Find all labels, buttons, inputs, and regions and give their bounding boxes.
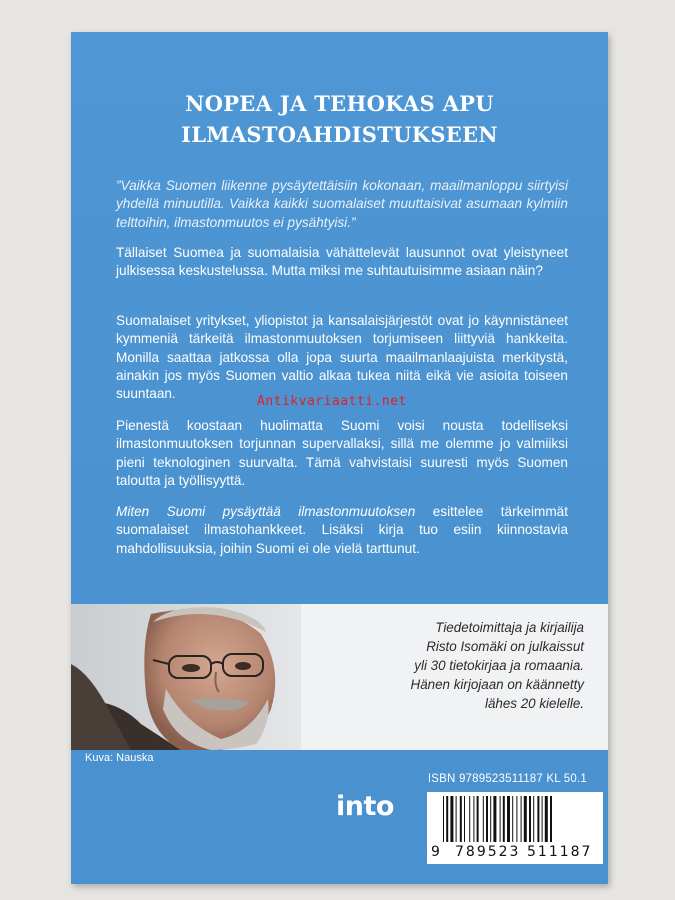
book-back-cover [71,32,608,884]
paragraph-3: Pienestä koostaan huolimatta Suomi voisi nousta todelliseksi ilmastonmuutoksen torjunnan supervallaksi, sillä me olemme jo valmiiksi pieni teknologinen suurvalta. Tämä vahvistaisi suuresti myös Suomen taloutta ja työllisyyttä. [116,418,568,488]
author-photo [71,604,301,750]
isbn-text: ISBN 9789523511187 KL 50.1 [427,773,587,785]
bio-line-4: Hänen kirjojaan on käännetty [410,677,584,692]
title-line-1: NOPEA JA TEHOKAS APU [185,91,494,116]
title-line-2: ILMASTOAHDISTUKSEEN [181,122,498,147]
author-bio [344,618,584,713]
bio-line-3: yli 30 tietokirjaa ja romaania. [414,658,584,673]
barcode-bars-icon [427,792,603,844]
book-title-italic: Miten Suomi pysäyttää ilmastonmuutoksen [116,504,416,519]
photo-credit: Kuva: Nauska [85,752,154,764]
bio-line-1: Tiedetoimittaja ja kirjailija [435,620,584,635]
paragraph-1: Tällaiset Suomea ja suomalaisia vähättelevät lausunnot ovat yleistyneet julkisessa keskustelussa. Mutta miksi me suhtautuisimme asiaan näin? [116,245,568,279]
author-band [71,604,608,750]
bio-line-2: Risto Isomäki on julkaissut [426,639,584,654]
publisher-logo: into [336,791,394,822]
paragraph-4-rest: esittelee tärkeimmät suomalaiset ilmastohankkeet. Lisäksi kirja tuo esiin kiinnostavia mahdollisuuksia, joihin Suomi ei ole vielä tarttunut. [116,504,568,556]
barcode-digits-right: 511187 [527,844,593,860]
bio-line-5: lähes 20 kielelle. [484,696,584,711]
barcode-digit-prefix: 9 [431,844,440,860]
quote-text: ”Vaikka Suomen liikenne pysäytettäisiin kokonaan, maailmanloppu siirtyisi yhdellä minuutilla. Vaikka kaikki suomalaiset muuttaisivat asumaan kylmiin telttoihin, ilmastonmuutos ei pysähtyisi.” [116,178,568,230]
watermark: Antikvariaatti.net [257,394,407,409]
paragraph-4 [116,503,568,558]
author-portrait-icon [71,604,301,750]
cover-title [71,88,608,150]
paragraph-2: Suomalaiset yritykset, yliopistot ja kansalaisjärjestöt ovat jo käynnistäneet kymmeniä tärkeitä ilmastonmuutoksen torjumiseen liittyviä hankkeita. Monilla saattaa jatkossa olla jopa suurta maailmanlaajuista merkitystä, ainakin jos myös Suomen valtio alkaa tukea niitä eikä vie asioita toiseen suuntaan. [116,313,568,402]
barcode-digits-left: 789523 [455,844,521,860]
barcode [427,792,603,864]
